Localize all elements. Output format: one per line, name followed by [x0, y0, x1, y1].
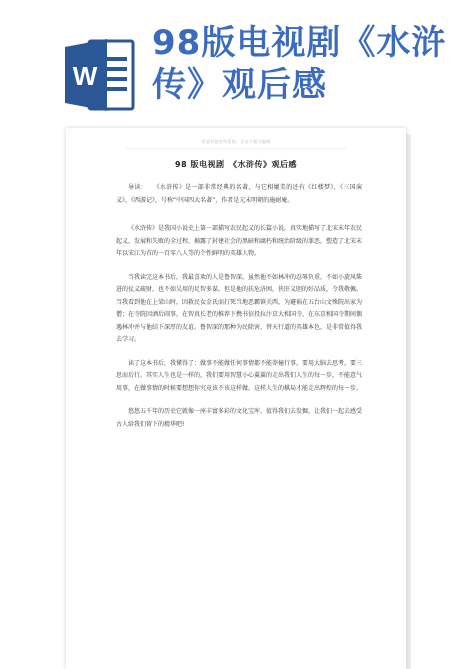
banner	[0, 0, 474, 125]
document-page	[66, 128, 406, 669]
header-note: 希望对您有所帮助，点击下载可编辑	[201, 139, 271, 144]
paragraph-lesson: 读了这本书后，我懂得了：做事不能做任何事情都不能莽撞行事，要用大脑去思考，要三思而后行。其实人生也是一样的，我们要用智慧小心翼翼的走出我们人生的每一步，不能意气用事，在做事情的时候要想想你究竟该不该这样做。这样人生的棋局才能走出辉煌的每一步。	[116, 359, 363, 392]
word-logo-letter: W	[72, 61, 98, 91]
paragraph-intro: 导读： 《水浒传》是一部非常经典的名著，与它相媲美的还有《红楼梦》，《三国演义》，《西游记》，号称“中国四大名著”，作者是元末明朝的施耐庵。	[116, 184, 362, 204]
document-body	[116, 182, 362, 442]
word-icon	[63, 37, 135, 113]
document-title: 98 版电视剧 《水浒传》观后感	[175, 160, 297, 169]
banner-title: 98版电视剧《水浒传》观后感	[152, 23, 447, 105]
paragraph-summary: 《水浒传》是我国小说史上第一部描写农民起义的长篇小说，真实地描写了北宋末年农民起义，发展和失败的全过程，揭露了封建社会的黑暗和腐朽和统治阶级的罪恶，塑造了北宋末年以宋江为首的一百零八人等的个性鲜明的英雄人物。	[116, 225, 363, 257]
paragraph-favorite-character: 当我读完这本书后，我最喜欢的人是鲁智深。虽然他不如林冲的忍辱负重，不如小旋风柴进的仗义疏财，也不如吴用的足智多谋，但是他的扶危济困，侠肝义胆的好品质，令我敬佩。当我看到他在上梁山时，因救民女金氏而打死当地恶霸镇关西，为避祸在五台山文殊院出家为僧；在寺院因酒后闹事，在智真长老的推荐下携书信投拉汴京大相国寺，在东京相国寺期间偶遇林冲并与他结下深厚的友谊。鲁智深的那种为民除害，替天行道的英雄本色，是非常值得我去学习。	[116, 273, 363, 343]
header-divider	[126, 148, 346, 149]
paragraph-conclusion: 悠悠五千年的历史它就像一座丰富多彩的文化宝库，值得我们去发掘，让我们一起去感受古人给我们留下的精华吧!	[116, 408, 363, 428]
